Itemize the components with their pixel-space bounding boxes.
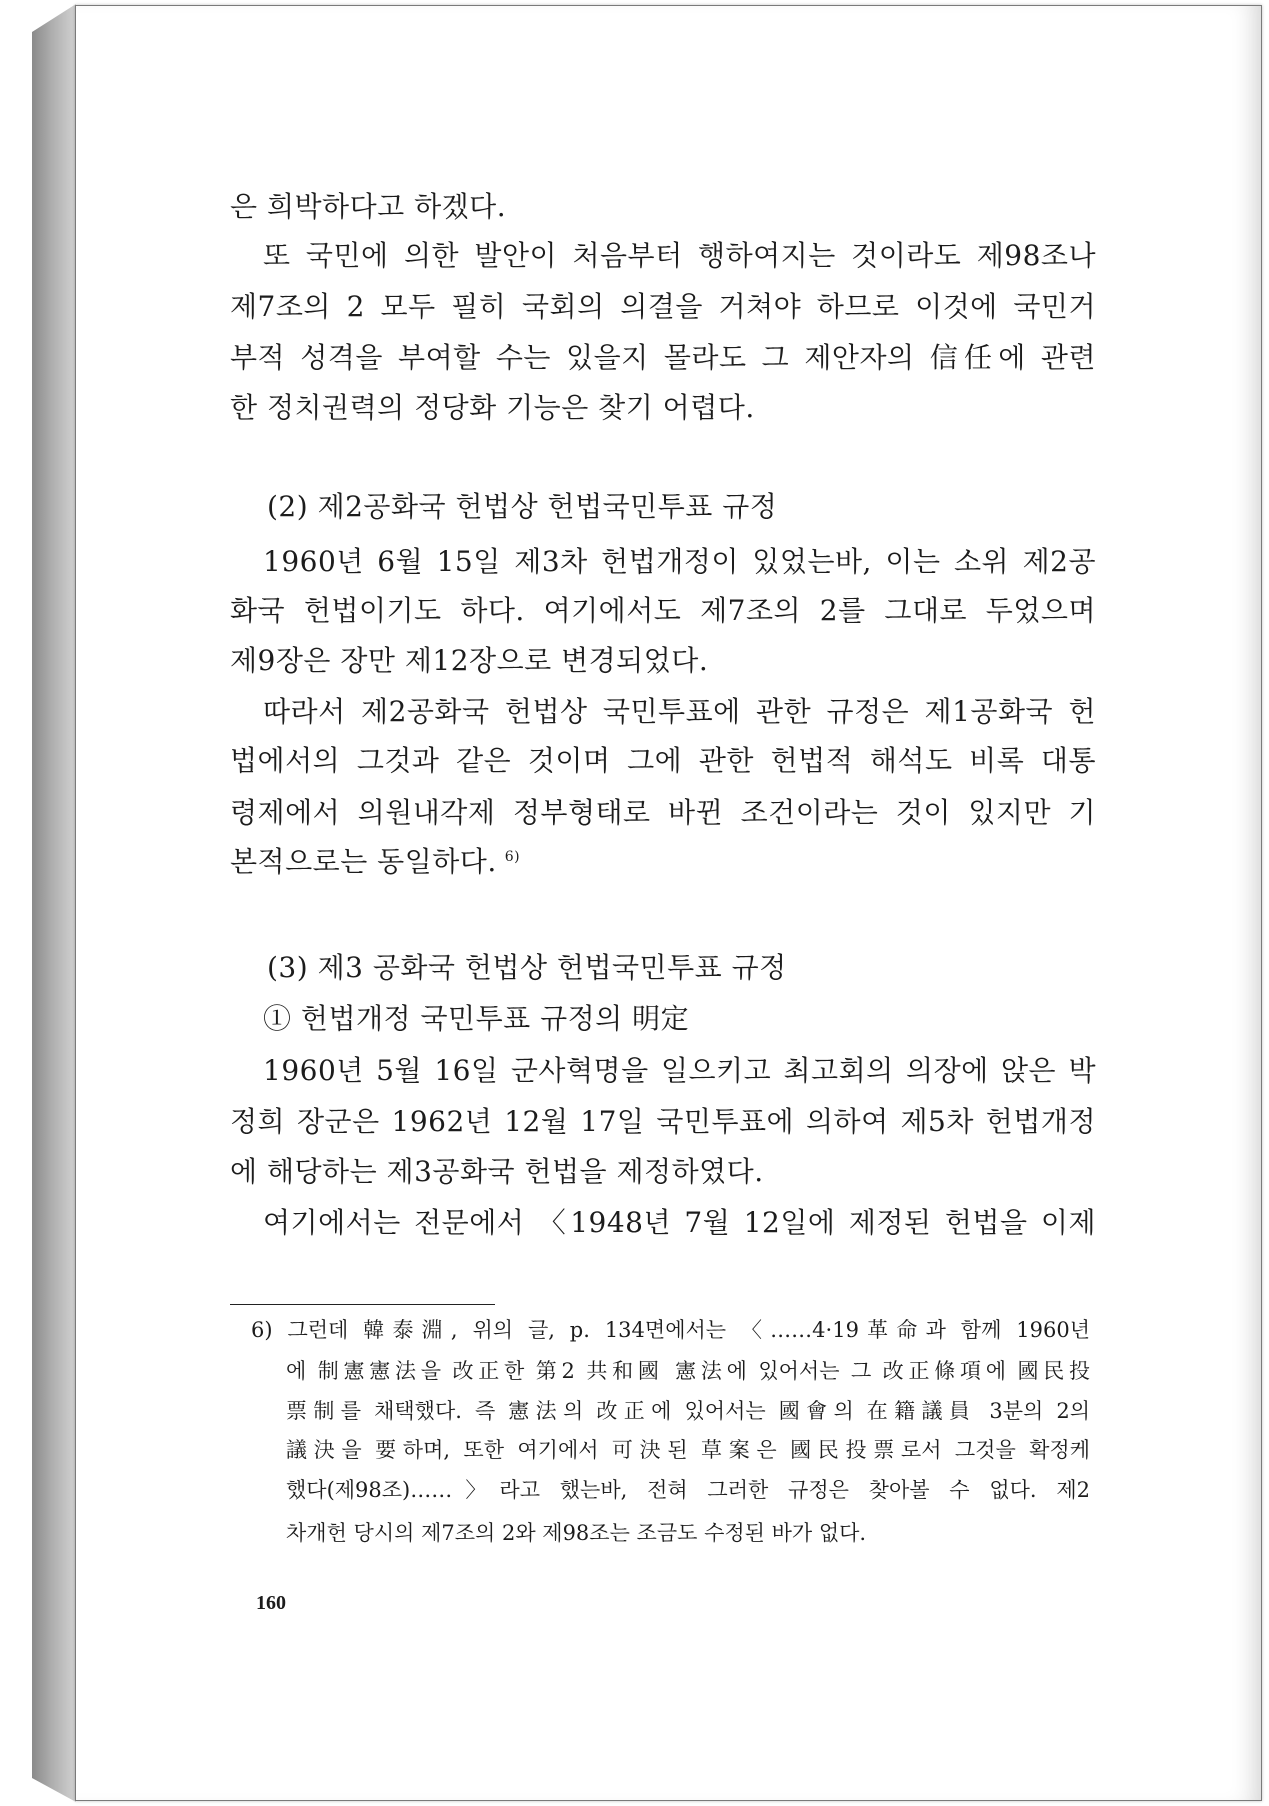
body-line: 화국 헌법이기도 하다. 여기에서도 제7조의 2를 그대로 두었으며 [230, 594, 1096, 627]
footnote-ref: 6) [504, 848, 521, 865]
body-line: 령제에서 의원내각제 정부형태로 바뀐 조건이라는 것이 있지만 기 [230, 796, 1096, 829]
body-line-text: 본적으로는 동일하다. [230, 845, 497, 878]
footnote-line: 議決을 要하며, 또한 여기에서 可決된 草案은 國民投票로서 그것을 확정케 [286, 1438, 1090, 1462]
body-line: 따라서 제2공화국 헌법상 국민투표에 관한 규정은 제1공화국 헌 [263, 695, 1096, 728]
footnote-line: 했다(제98조)……〉라고 했는바, 전혀 그러한 규정은 찾아볼 수 없다. 제2 [286, 1478, 1090, 1502]
footnote-rule [230, 1304, 495, 1305]
body-line: 또 국민에 의한 발안이 처음부터 행하여지는 것이라도 제98조나 [263, 239, 1096, 272]
body-line: 부적 성격을 부여할 수는 있을지 몰라도 그 제안자의 信任에 관련 [230, 341, 1096, 374]
body-line: 법에서의 그것과 같은 것이며 그에 관한 헌법적 해석도 비록 대통 [230, 744, 1096, 777]
page-number: 160 [256, 1592, 286, 1614]
footnote-line: 에 制憲憲法을 改正한 第2 共和國 憲法에 있어서는 그 改正條項에 國民投 [286, 1359, 1090, 1383]
footnote-line: 6) 그런데 韓泰淵, 위의 글, p. 134면에서는 〈……4·19革命과 함께 1960년 [251, 1318, 1090, 1342]
body-line: 에 해당하는 제3공화국 헌법을 제정하였다. [230, 1155, 764, 1188]
body-line: 여기에서는 전문에서 〈1948년 7월 12일에 제정된 헌법을 이제 [263, 1206, 1096, 1239]
body-line: 1960년 5월 16일 군사혁명을 일으키고 최고회의 의장에 앉은 박 [263, 1054, 1096, 1087]
body-line [230, 842, 1096, 882]
body-line: 정희 장군은 1962년 12월 17일 국민투표에 의하여 제5차 헌법개정 [230, 1105, 1096, 1138]
footnote-line: 차개헌 당시의 제7조의 2와 제98조는 조금도 수정된 바가 없다. [286, 1521, 867, 1545]
subsection-heading: ① 헌법개정 국민투표 규정의 明定 [263, 1002, 690, 1035]
body-line: 제9장은 장만 제12장으로 변경되었다. [230, 644, 709, 677]
section-heading: (2) 제2공화국 헌법상 헌법국민투표 규정 [267, 490, 778, 523]
book-edge [32, 4, 76, 1802]
footnote-line: 票制를 채택했다. 즉 憲法의 改正에 있어서는 國會의 在籍議員 3분의 2의 [286, 1399, 1090, 1423]
body-line: 1960년 6월 15일 제3차 헌법개정이 있었는바, 이는 소위 제2공 [263, 545, 1096, 578]
section-heading: (3) 제3 공화국 헌법상 헌법국민투표 규정 [267, 951, 787, 984]
body-line: 제7조의 2 모두 필히 국회의 의결을 거쳐야 하므로 이것에 국민거 [230, 290, 1096, 323]
body-line: 한 정치권력의 정당화 기능은 찾기 어렵다. [230, 391, 755, 424]
body-line: 은 희박하다고 하겠다. [230, 190, 507, 223]
